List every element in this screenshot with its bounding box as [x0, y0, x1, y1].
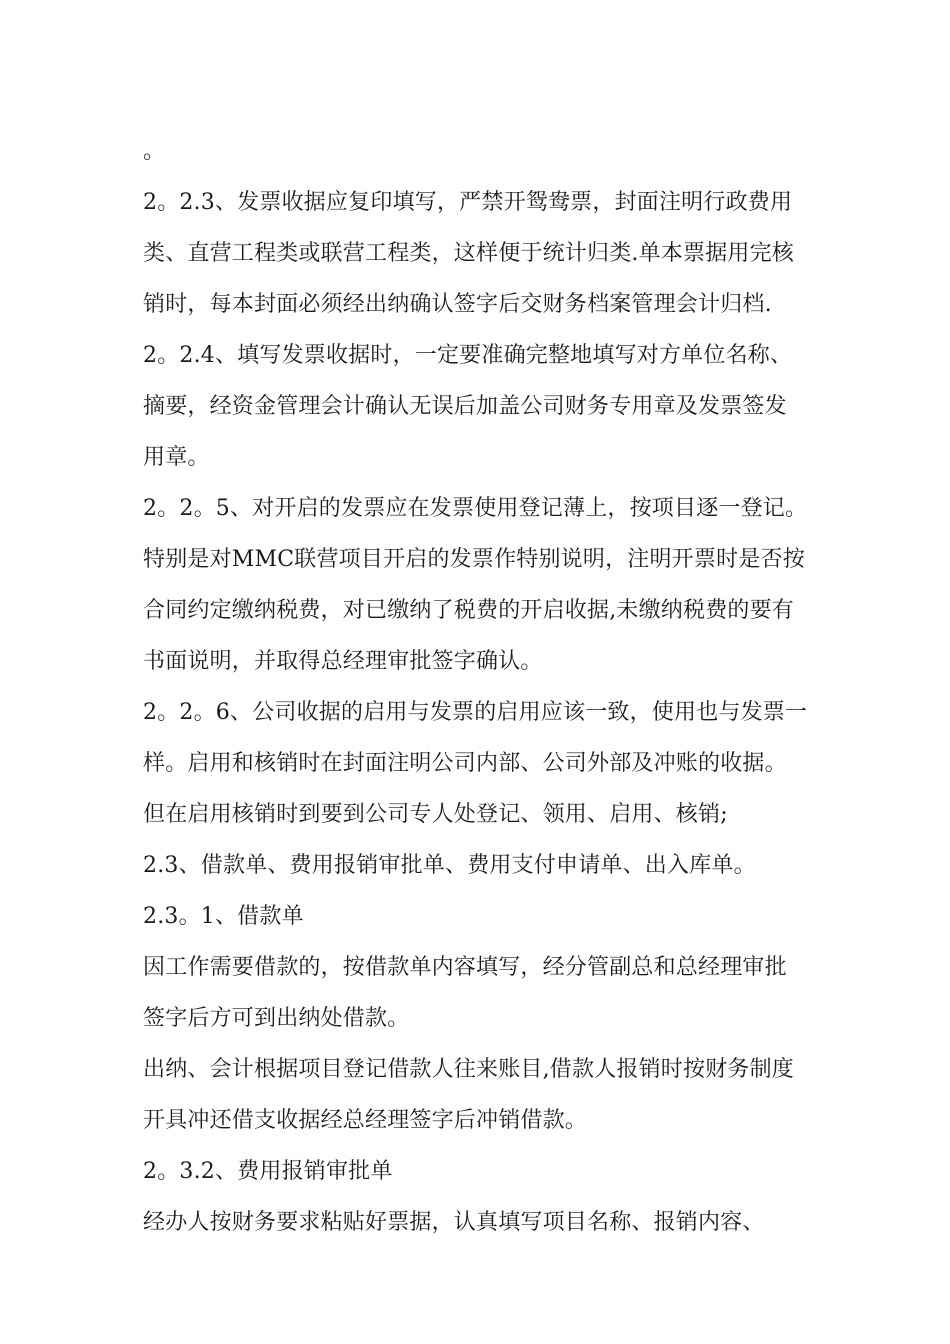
text-line: 但在启用核销时到要到公司专人处登记、领用、启用、核销; — [143, 802, 728, 827]
text-line: 样。启用和核销时在封面注明公司内部、公司外部及冲账的收据。 — [143, 751, 787, 776]
text-line: 2.3、借款单、费用报销审批单、费用支付申请单、出入库单。 — [143, 853, 756, 878]
text-line: 2。2.3、发票收据应复印填写，严禁开鸳鸯票，封面注明行政费用 — [143, 190, 793, 215]
text-line: 。 — [143, 139, 166, 164]
text-line: 2.3。1、借款单 — [143, 904, 304, 929]
text-line: 摘要，经资金管理会计确认无误后加盖公司财务专用章及发票签发 — [143, 394, 787, 419]
text-line: 出纳、会计根据项目登记借款人往来账目,借款人报销时按财务制度 — [143, 1057, 794, 1082]
text-line: 经办人按财务要求粘贴好票据，认真填写项目名称、报销内容、 — [143, 1210, 765, 1235]
text-line: 2。2.4、填写发票收据时，一定要准确完整地填写对方单位名称、 — [143, 343, 793, 368]
text-line: 2。2。6、公司收据的启用与发票的启用应该一致，使用也与发票一 — [143, 700, 808, 725]
text-line: 开具冲还借支收据经总经理签字后冲销借款。 — [143, 1108, 588, 1133]
text-line: 特别是对MMC联营项目开启的发票作特别说明，注明开票时是否按 — [143, 547, 805, 572]
text-line: 签字后方可到出纳处借款。 — [143, 1006, 410, 1031]
text-line: 合同约定缴纳税费，对已缴纳了税费的开启收据,未缴纳税费的要有 — [143, 598, 794, 623]
text-line: 销时，每本封面必须经出纳确认签字后交财务档案管理会计归档. — [143, 292, 772, 317]
text-line: 因工作需要借款的，按借款单内容填写，经分管副总和总经理审批 — [143, 955, 787, 980]
text-line: 2。3.2、费用报销审批单 — [143, 1159, 393, 1184]
text-line: 用章。 — [143, 445, 210, 470]
text-line: 2。2。5、对开启的发票应在发票使用登记薄上，按项目逐一登记。 — [143, 496, 808, 521]
text-line: 书面说明，并取得总经理审批签字确认。 — [143, 649, 543, 674]
text-line: 类、直营工程类或联营工程类，这样便于统计归类.单本票据用完核 — [143, 241, 794, 266]
